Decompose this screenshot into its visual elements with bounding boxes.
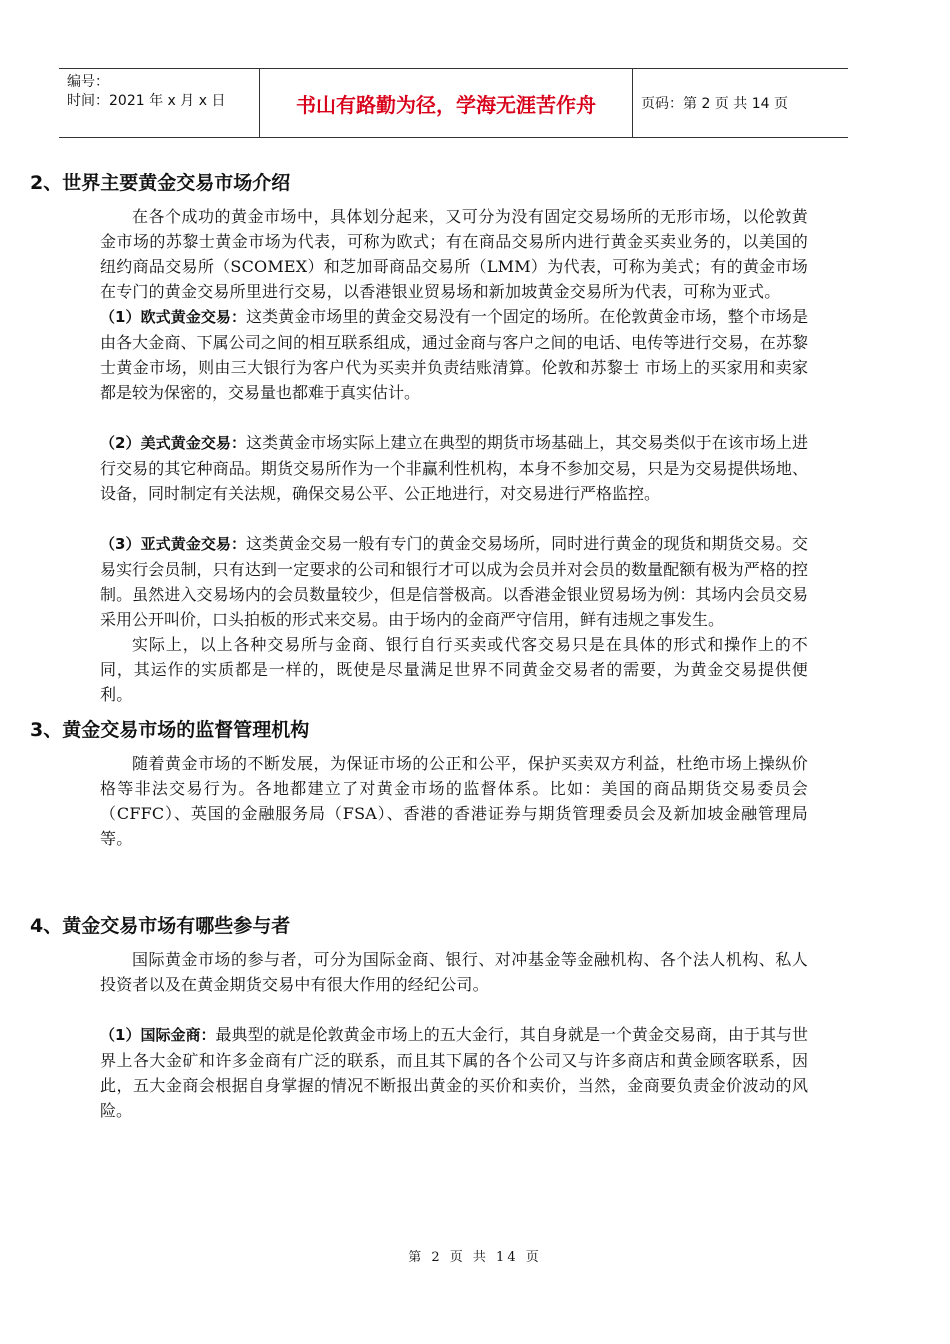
item-text: 这类黄金市场里的黄金交易没有一个固定的场所。在伦敦黄金市场，整个市场是由各大金商、下属公司之间的相互联系组成，通过金商与客户之间的电话、电传等进行交易，在苏黎士黄金市场，则由三大银行为客户代为买卖并负责结账清算。伦敦和苏黎士 市场上的买家用和卖家都是较为保密的，交易量也都难于真实估计。 — [100, 307, 808, 402]
header-meta — [59, 69, 259, 137]
item-text: 最典型的就是伦敦黄金市场上的五大金行，其自身就是一个黄金交易商，由于其与世界上各大金矿和许多金商有广泛的联系，而且其下属的各个公司又与许多商店和黄金顾客联系，因此，五大金商会根据自身掌握的情况不断报出黄金的买价和卖价，当然，金商要负责金价波动的风险。 — [100, 1025, 808, 1120]
list-item — [100, 304, 808, 405]
document-header — [59, 68, 848, 138]
section-title: 2、世界主要黄金交易市场介绍 — [30, 172, 291, 194]
page-footer: 第 2 页 共 14 页 — [408, 1250, 542, 1265]
item-label: （1）国际金商： — [100, 1026, 216, 1044]
item-text: 这类黄金交易一般有专门的黄金交易场所，同时进行黄金的现货和期货交易。交易实行会员制，只有达到一定要求的公司和银行才可以成为会员并对会员的数量配额有极为严格的控制。虽然进入交易场内的会员数量较少，但是信誉极高。以香港金银业贸易场为例：其场内会员交易采用公开叫价，口头拍板的形式来交易。由于场内的金商严守信用，鲜有违规之事发生。 — [100, 534, 808, 629]
page-label: 页码：第 2 页 共 14 页 — [641, 96, 788, 112]
item-label: （1）欧式黄金交易： — [100, 308, 247, 326]
item-label: （2）美式黄金交易： — [100, 434, 247, 452]
document-body — [30, 168, 808, 1123]
section-closing: 实际上，以上各种交易所与金商、银行自行买卖或代客交易只是在具体的形式和操作上的不同，其运作的实质都是一样的，既使是尽量满足世界不同黄金交易者的需要，为黄金交易提供便利。 — [100, 635, 808, 704]
item-text: 这类黄金市场实际上建立在典型的期货市场基础上，其交易类似于在该市场上进行交易的其它种商品。期货交易所作为一个非赢利性机构，本身不参加交易，只是为交易提供场地、设备，同时制定有关法规，确保交易公平、公正地进行，对交易进行严格监控。 — [100, 433, 808, 503]
header-page-cell — [633, 69, 848, 137]
time-label: 时间：2021 年 x 月 x 日 — [67, 93, 226, 109]
section-intro: 在各个成功的黄金市场中，具体划分起来，又可分为没有固定交易场所的无形市场，以伦敦黄金市场的苏黎士黄金市场为代表，可称为欧式；有在商品交易所内进行黄金买卖业务的，以美国的纽约商品交易所（SCOMEX）和芝加哥商品交易所（LMM）为代表，可称为美式；有的黄金市场在专门的黄金交易所里进行交易，以香港银业贸易场和新加坡黄金交易所为代表，可称为亚式。 — [100, 207, 808, 301]
section-title: 4、黄金交易市场有哪些参与者 — [30, 915, 291, 937]
list-item — [100, 531, 808, 632]
section-intro: 随着黄金市场的不断发展，为保证市场的公正和公平，保护买卖双方利益，杜绝市场上操纵价格等非法交易行为。各地都建立了对黄金市场的监督体系。比如：美国的商品期货交易委员会（CFFC）、英国的金融服务局（FSA）、香港的香港证券与期货管理委员会及新加坡金融管理局等。 — [100, 754, 808, 848]
section-intro: 国际黄金市场的参与者，可分为国际金商、银行、对冲基金等金融机构、各个法人机构、私人投资者以及在黄金期货交易中有很大作用的经纪公司。 — [100, 950, 808, 994]
list-item — [100, 430, 808, 506]
section-title: 3、黄金交易市场的监督管理机构 — [30, 719, 310, 741]
list-item — [100, 1022, 808, 1123]
number-label: 编号： — [67, 74, 109, 90]
motto-text: 书山有路勤为径，学海无涯苦作舟 — [296, 92, 596, 117]
item-label: （3）亚式黄金交易： — [100, 535, 247, 553]
header-motto-cell — [259, 69, 633, 137]
